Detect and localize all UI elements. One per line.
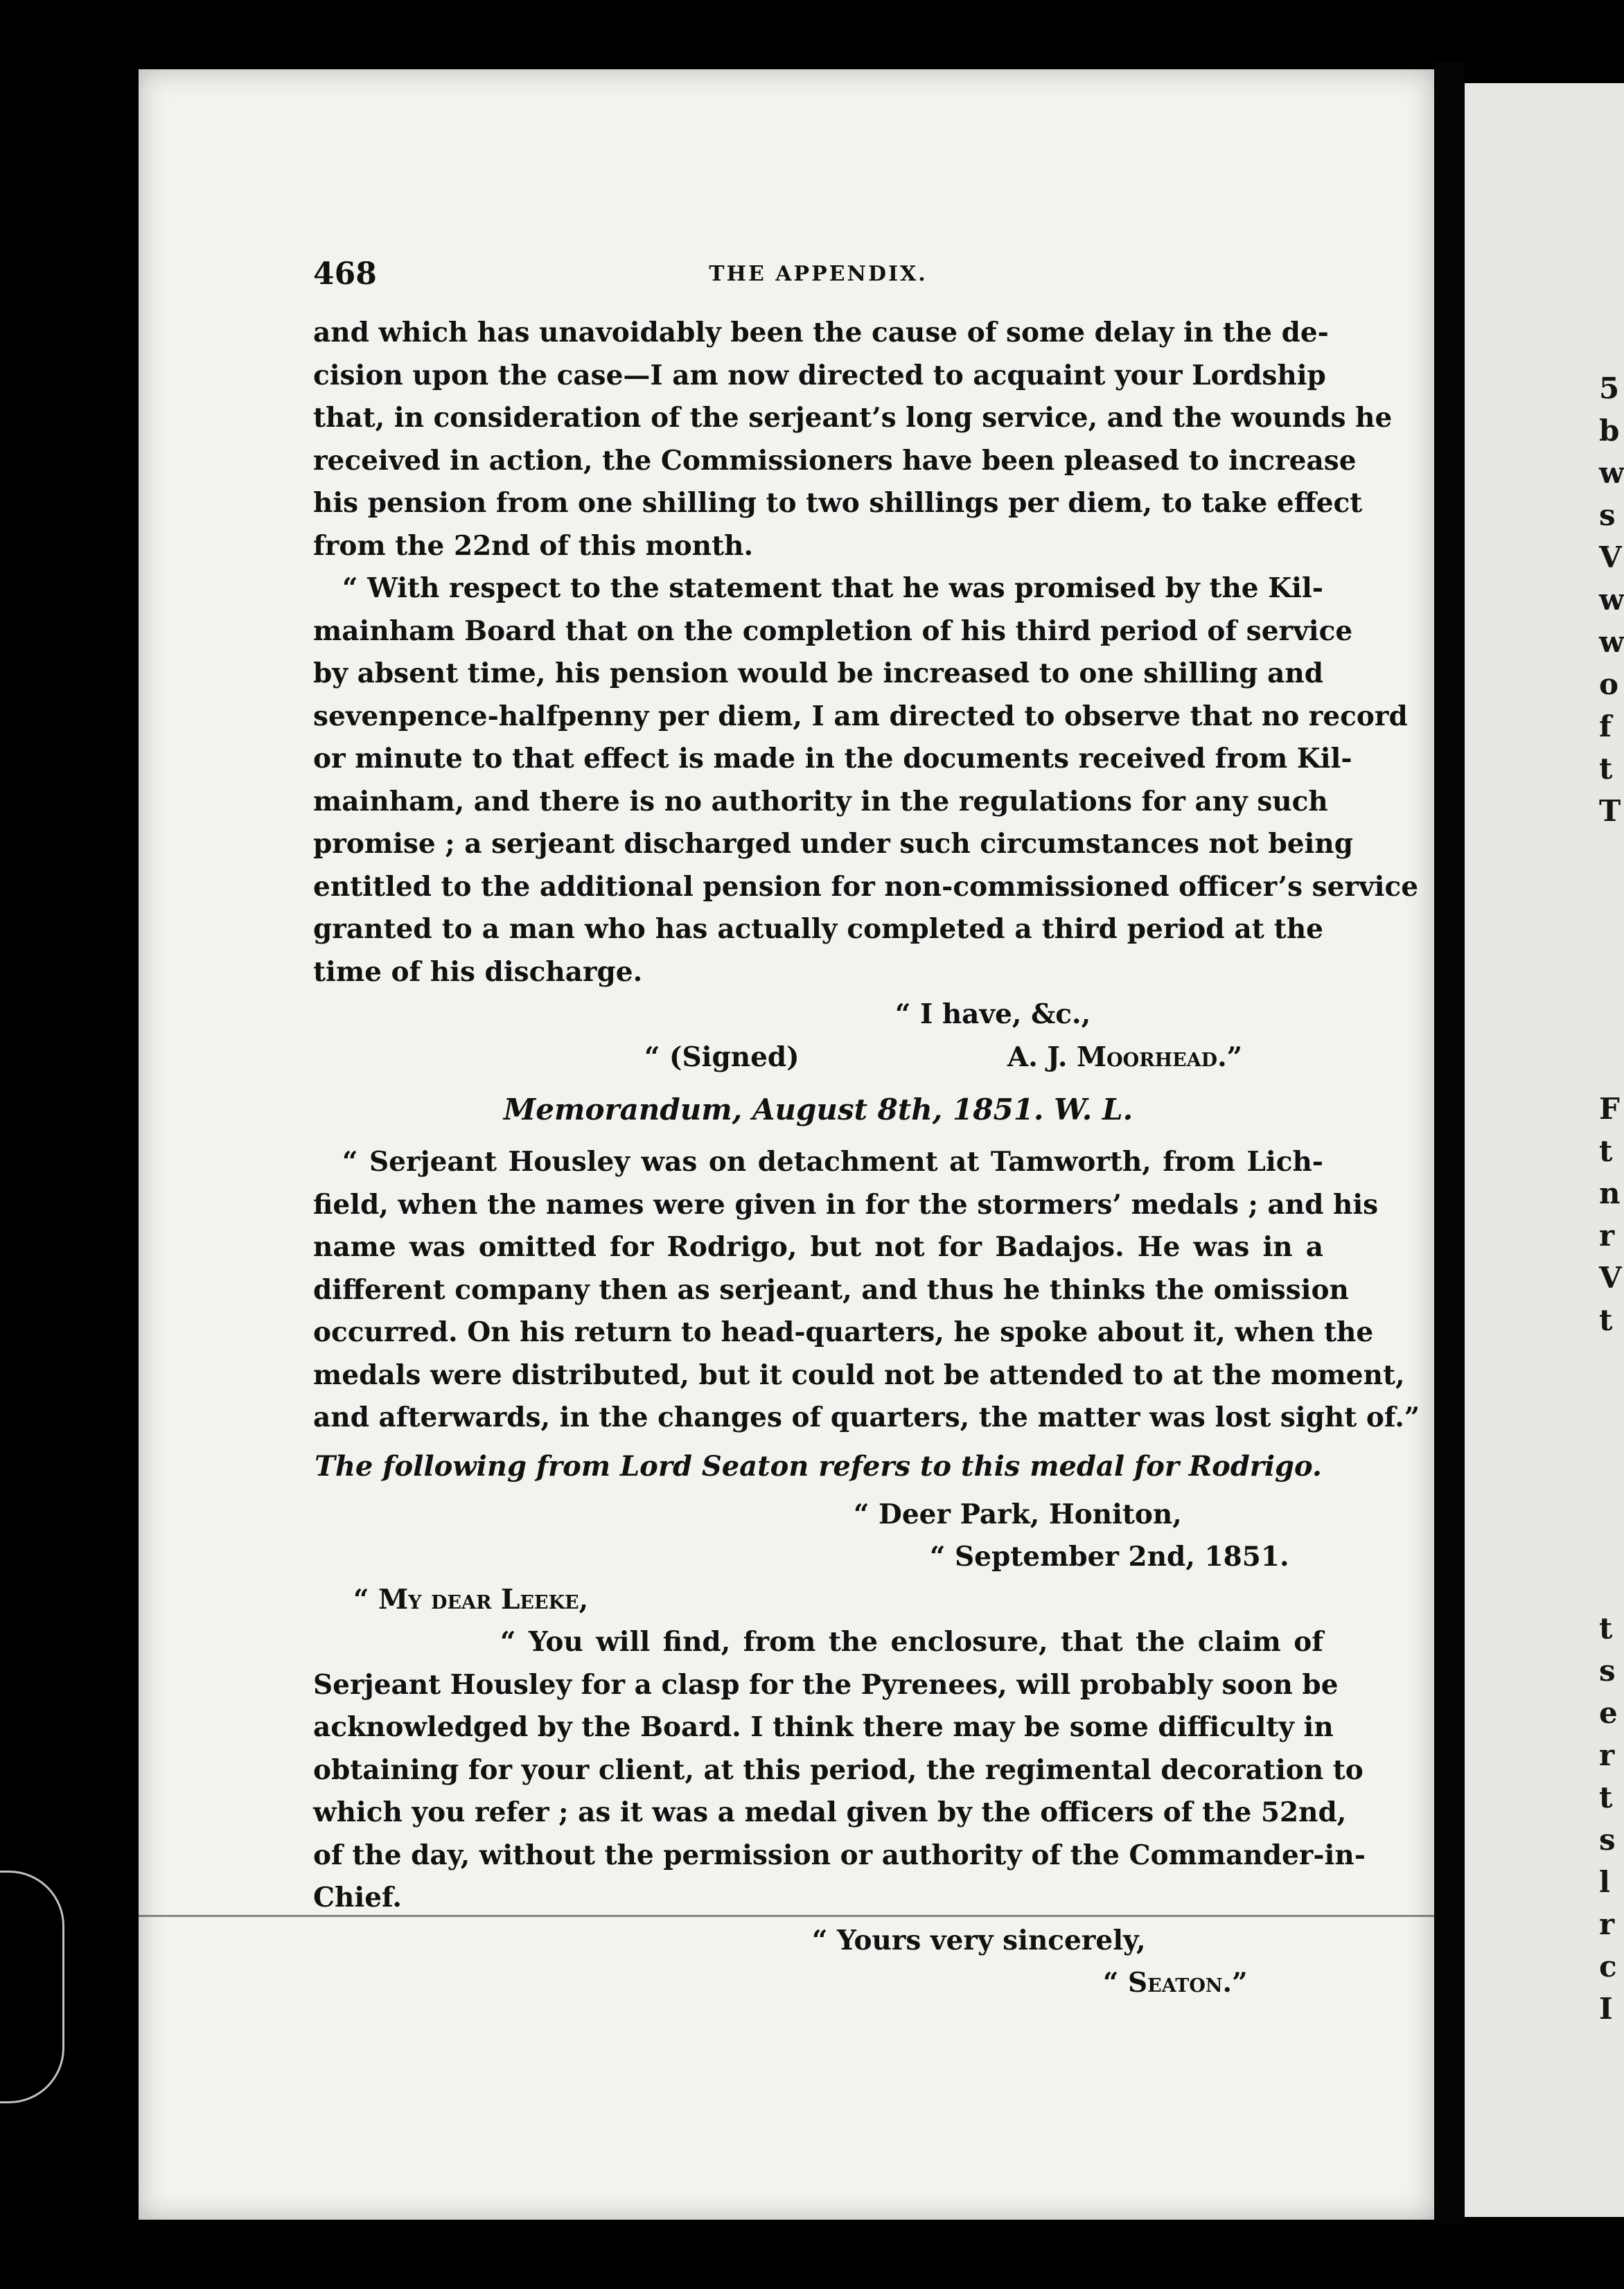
- text-line: “ With respect to the statement that he was promised by the Kil-: [342, 572, 1323, 604]
- text-line: obtaining for your client, at this period, the regimental decoration to: [313, 1753, 1363, 1786]
- facing-page-fragment: r: [1599, 1219, 1615, 1253]
- italic-introduction: The following from Lord Seaton refers to this medal for Rodrigo.: [315, 1449, 1322, 1483]
- text-line: mainham Board that on the completion of his third period of service: [313, 615, 1353, 647]
- facing-page-fragment: F: [1599, 1092, 1620, 1126]
- letter-paragraph-2: [313, 567, 1419, 993]
- facing-page-fragment: r: [1599, 1738, 1615, 1772]
- text-line: “ You will find, from the enclosure, that the claim of: [500, 1626, 1323, 1658]
- text-line: time of his discharge.: [313, 955, 643, 988]
- letter-address: “ Deer Park, Honiton,: [854, 1498, 1182, 1530]
- text-line: his pension from one shilling to two shillings per diem, to take effect: [313, 487, 1363, 519]
- scanner-edge-mark: [0, 1871, 64, 2103]
- text-line: Chief.: [313, 1882, 402, 1914]
- facing-page-fragment: e: [1599, 1696, 1618, 1730]
- letter-signature: [313, 993, 1323, 1079]
- facing-page-fragment: c: [1599, 1950, 1617, 1983]
- facing-page-edge: [1465, 83, 1624, 2217]
- text-line: acknowledged by the Board. I think there may be some difficulty in: [313, 1711, 1334, 1743]
- letter-paragraph-1: [313, 312, 1393, 567]
- facing-page-fragment: s: [1599, 498, 1616, 532]
- text-line: cision upon the case—I am now directed to acquaint your Lordship: [313, 359, 1326, 391]
- letter-date: “ September 2nd, 1851.: [930, 1541, 1289, 1573]
- text-line: and which has unavoidably been the cause of some delay in the de-: [313, 317, 1329, 348]
- text-line: received in action, the Commissioners have been pleased to increase: [313, 444, 1357, 477]
- text-line: of the day, without the permission or authority of the Commander-in-: [313, 1839, 1366, 1871]
- facing-page-fragment: t: [1599, 1134, 1613, 1168]
- text-line: sevenpence-halfpenny per diem, I am directed to observe that no record: [313, 700, 1408, 732]
- text-line: granted to a man who has actually completed a third period at the: [313, 913, 1323, 945]
- signature-signed-label: “ (Signed): [644, 1041, 800, 1073]
- seaton-letter: [313, 1494, 1366, 2005]
- text-line: entitled to the additional pension for non-commissioned officer’s service: [313, 870, 1419, 903]
- facing-page-fragment: t: [1599, 1780, 1613, 1814]
- facing-page-fragment: o: [1599, 667, 1619, 701]
- text-line: mainham, and there is no authority in the regulations for any such: [313, 785, 1328, 818]
- facing-page-fragment: V: [1599, 540, 1622, 574]
- facing-page-fragment: t: [1599, 1303, 1613, 1337]
- text-line: different company then as serjeant, and thus he thinks the omission: [313, 1273, 1349, 1306]
- text-line: by absent time, his pension would be increased to one shilling and: [313, 657, 1323, 689]
- running-head: THE APPENDIX.: [709, 262, 928, 286]
- facing-page-fragment: I: [1599, 1992, 1613, 2026]
- text-line: name was omitted for Rodrigo, but not for Badajos. He was in a: [313, 1231, 1323, 1263]
- text-line: promise ; a serjeant discharged under such circumstances not being: [313, 828, 1353, 860]
- facing-page-fragment: b: [1599, 414, 1620, 448]
- facing-page-fragment: t: [1599, 1611, 1613, 1645]
- signature-name: A. J. Moorhead.”: [1007, 1041, 1243, 1073]
- facing-page-fragment: t: [1599, 752, 1613, 786]
- text-line: and afterwards, in the changes of quarters, the matter was lost sight of.”: [313, 1402, 1420, 1433]
- text-line: from the 22nd of this month.: [313, 529, 754, 562]
- facing-page-fragment: w: [1599, 583, 1624, 617]
- letter-salutation: “ My dear Leeke,: [353, 1583, 589, 1616]
- facing-page-fragment: l: [1599, 1865, 1610, 1899]
- letter-closing: “ Yours very sincerely,: [812, 1924, 1146, 1956]
- facing-page-fragment: s: [1599, 1654, 1616, 1688]
- text-line: which you refer ; as it was a medal given by the officers of the 52nd,: [313, 1796, 1347, 1828]
- facing-page-fragment: s: [1599, 1823, 1616, 1857]
- memorandum-heading: Memorandum, August 8th, 1851. W. L.: [503, 1093, 1133, 1126]
- facing-page-fragment: n: [1599, 1176, 1621, 1210]
- text-line: that, in consideration of the serjeant’s long service, and the wounds he: [313, 402, 1393, 434]
- facing-page-fragment: w: [1599, 625, 1624, 659]
- facing-page-fragment: T: [1599, 794, 1621, 828]
- memorandum-paragraph: [313, 1141, 1420, 1440]
- page-header: [313, 256, 1323, 312]
- page-text: [313, 256, 1420, 2005]
- text-line: field, when the names were given in for the stormers’ medals ; and his: [313, 1188, 1379, 1221]
- page-number: 468: [313, 256, 377, 292]
- text-line: Serjeant Housley for a clasp for the Pyrenees, will probably soon be: [313, 1668, 1339, 1701]
- signature-closing: “ I have, &c.,: [895, 998, 1091, 1030]
- facing-page-fragment: r: [1599, 1907, 1615, 1941]
- page-gutter: [1434, 62, 1465, 2224]
- facing-page-fragment: V: [1599, 1261, 1622, 1295]
- facing-page-fragment: f: [1599, 709, 1612, 743]
- facing-page-fragment: w: [1599, 456, 1624, 490]
- text-line: occurred. On his return to head-quarters, he spoke about it, when the: [313, 1316, 1374, 1348]
- text-line: medals were distributed, but it could not be attended to at the moment,: [313, 1359, 1405, 1391]
- text-line: “ Serjeant Housley was on detachment at Tamworth, from Lich-: [342, 1146, 1323, 1178]
- text-line: or minute to that effect is made in the documents received from Kil-: [313, 743, 1352, 775]
- letter-signoff: “ Seaton.”: [1103, 1967, 1248, 1999]
- facing-page-fragment: 5: [1599, 371, 1620, 405]
